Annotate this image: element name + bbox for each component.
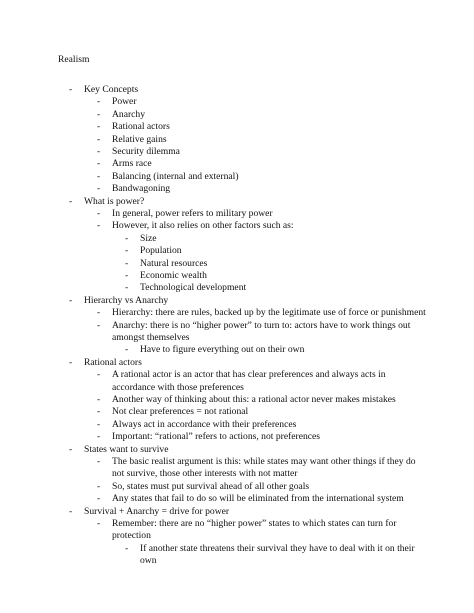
outline-item-level-2: Anarchy bbox=[112, 108, 146, 120]
outline-item-level-2: amongst themselves bbox=[112, 332, 190, 343]
outline-item-level-2: accordance with those preferences bbox=[112, 381, 244, 393]
outline-item-level-2: Relative gains bbox=[112, 133, 167, 145]
outline-item-level-2: protection bbox=[112, 530, 151, 542]
outline-item-level-2: Hierarchy: there are rules, backed up by the legitimate use of force or punishment bbox=[112, 307, 426, 319]
outline-item-level-1: States want to survive bbox=[84, 443, 169, 455]
bullet-dash: - bbox=[97, 183, 101, 195]
bullet-dash: - bbox=[69, 195, 73, 207]
outline-item-level-1: Hierarchy vs Anarchy bbox=[84, 294, 169, 306]
bullet-dash: - bbox=[125, 245, 129, 257]
outline-item-level-3: Technological development bbox=[140, 282, 247, 294]
outline-item-level-1: Key Concepts bbox=[84, 84, 139, 95]
bullet-dash: - bbox=[97, 170, 101, 182]
outline-item-level-2: A rational actor is an actor that has clear preferences and always acts in bbox=[112, 369, 386, 381]
bullet-dash: - bbox=[69, 443, 73, 455]
outline-item-level-2: Any states that fail to do so will be eliminated from the international system bbox=[112, 493, 404, 505]
outline-item-level-3: If another state threatens their survival they have to deal with it on their bbox=[140, 542, 415, 554]
outline-item-level-1: Rational actors bbox=[84, 356, 142, 368]
bullet-dash: - bbox=[125, 270, 129, 281]
bullet-dash: - bbox=[69, 84, 73, 95]
outline-item-level-2: not survive, those other interests with not matter bbox=[112, 468, 298, 480]
bullet-dash: - bbox=[125, 257, 129, 269]
bullet-dash: - bbox=[97, 133, 101, 145]
outline-item-level-3: own bbox=[140, 555, 157, 567]
outline-item-level-1: Survival + Anarchy = drive for power bbox=[84, 505, 230, 517]
bullet-dash: - bbox=[97, 158, 101, 170]
bullet-dash: - bbox=[125, 232, 129, 244]
bullet-dash: - bbox=[97, 518, 101, 529]
outline-item-level-3: Have to figure everything out on their own bbox=[140, 344, 305, 356]
bullet-dash: - bbox=[97, 394, 101, 405]
outline-item-level-2: Remember: there are no “higher power” states to which states can turn for bbox=[112, 518, 397, 529]
bullet-dash: - bbox=[97, 108, 101, 120]
bullet-dash: - bbox=[97, 369, 101, 381]
bullet-dash: - bbox=[125, 542, 129, 554]
outline-item-level-2: Bandwagoning bbox=[112, 183, 171, 195]
bullet-dash: - bbox=[69, 294, 73, 306]
outline-item-level-3: Economic wealth bbox=[140, 270, 207, 281]
bullet-dash: - bbox=[97, 456, 101, 467]
outline-item-level-2: Arms race bbox=[112, 158, 152, 170]
bullet-dash: - bbox=[97, 418, 101, 430]
outline-item-level-2: The basic realist argument is this: while states may want other things if they do bbox=[112, 456, 416, 467]
outline-item-level-2: Important: “rational” refers to actions, not preferences bbox=[112, 431, 321, 443]
outline-item-level-2: Always act in accordance with their preferences bbox=[112, 418, 297, 430]
outline-item-level-3: Size bbox=[140, 232, 157, 244]
bullet-dash: - bbox=[97, 208, 101, 219]
bullet-dash: - bbox=[69, 356, 73, 368]
outline-item-level-3: Natural resources bbox=[140, 257, 208, 269]
bullet-dash: - bbox=[69, 505, 73, 517]
bullet-dash: - bbox=[97, 307, 101, 319]
bullet-dash: - bbox=[97, 146, 101, 157]
outline-item-level-2: However, it also relies on other factors such as: bbox=[112, 220, 294, 232]
outline-item-level-2: In general, power refers to military power bbox=[112, 208, 273, 219]
outline-item-level-2: Not clear preferences = not rational bbox=[112, 406, 249, 418]
bullet-dash: - bbox=[125, 344, 129, 356]
bullet-dash: - bbox=[97, 493, 101, 505]
outline-item-level-3: Population bbox=[140, 245, 182, 257]
bullet-dash: - bbox=[97, 480, 101, 492]
bullet-dash: - bbox=[97, 96, 101, 108]
bullet-dash: - bbox=[97, 319, 101, 331]
bullet-dash: - bbox=[125, 282, 129, 294]
bullet-dash: - bbox=[97, 406, 101, 418]
bullet-dash: - bbox=[97, 220, 101, 232]
outline-item-level-2: Anarchy: there is no “higher power” to turn to: actors have to work things out bbox=[112, 319, 411, 331]
outline-item-level-2: So, states must put survival ahead of all other goals bbox=[112, 480, 310, 492]
outline-item-level-2: Another way of thinking about this: a rational actor never makes mistakes bbox=[112, 394, 396, 405]
outline-item-level-2: Rational actors bbox=[112, 121, 170, 133]
bullet-dash: - bbox=[97, 121, 101, 133]
outline-item-level-2: Security dilemma bbox=[112, 146, 180, 157]
outline-item-level-2: Balancing (internal and external) bbox=[112, 170, 239, 182]
bullet-dash: - bbox=[97, 431, 101, 443]
outline-item-level-2: Power bbox=[112, 96, 137, 108]
outline-item-level-1: What is power? bbox=[84, 195, 145, 207]
document-title: Realism bbox=[58, 54, 90, 65]
